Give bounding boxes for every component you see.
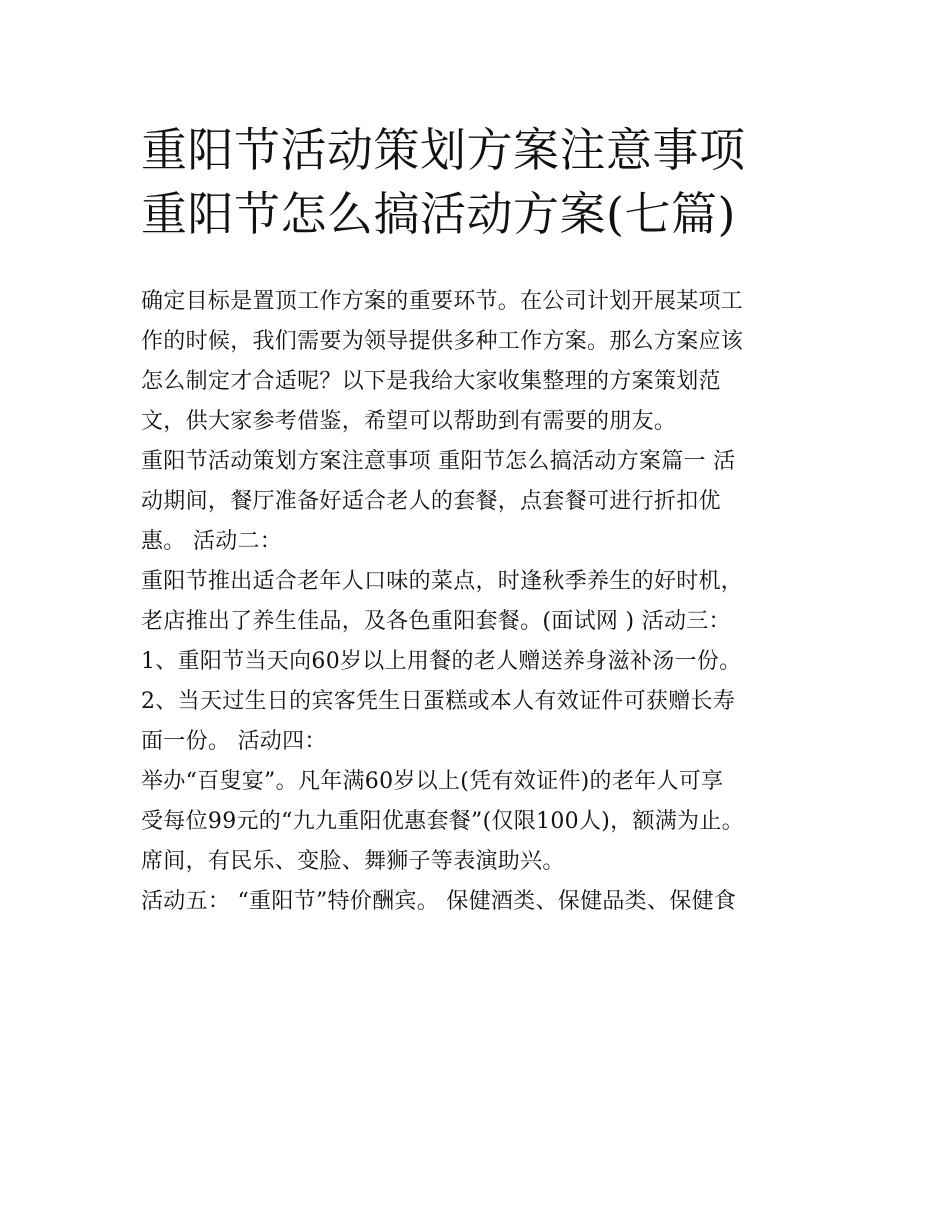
title-line: 重阳节怎么搞活动方案(七篇) — [141, 187, 736, 241]
paragraph-intro — [141, 282, 821, 442]
text-line: 受每位99元的“九九重阳优惠套餐”(仅限100人)，额满为止。 — [141, 809, 744, 834]
text-line: 席间，有民乐、变脸、舞狮子等表演助兴。 — [141, 849, 565, 874]
document-title — [141, 118, 841, 246]
text-line: 1、重阳节当天向60岁以上用餐的老人赠送养身滋补汤一份。 — [141, 649, 742, 674]
document-body — [141, 282, 821, 922]
title-line: 重阳节活动策划方案注意事项 — [141, 123, 746, 177]
text-line: 2、当天过生日的宾客凭生日蛋糕或本人有效证件可获赠长寿 — [141, 689, 736, 714]
paragraph-activity-one — [141, 442, 821, 562]
text-line: 重阳节活动策划方案注意事项 重阳节怎么搞活动方案篇一 活 — [141, 449, 736, 474]
text-line: 怎么制定才合适呢？以下是我给大家收集整理的方案策划范 — [141, 369, 721, 394]
text-line: 活动五： “重阳节”特价酬宾。 保健酒类、保健品类、保健食 — [141, 889, 737, 914]
text-line: 文，供大家参考借鉴，希望可以帮助到有需要的朋友。 — [141, 409, 677, 434]
text-line: 重阳节推出适合老年人口味的菜点，时逢秋季养生的好时机， — [141, 569, 744, 594]
paragraph-activity-four — [141, 762, 821, 882]
text-line: 面一份。 活动四： — [141, 729, 327, 754]
paragraph-item-one — [141, 642, 821, 682]
paragraph-activity-two — [141, 562, 821, 642]
text-line: 作的时候，我们需要为领导提供多种工作方案。那么方案应该 — [141, 329, 744, 354]
text-line: 老店推出了养生佳品，及各色重阳套餐。(面试网 ) 活动三： — [141, 609, 731, 634]
text-line: 惠。 活动二： — [141, 529, 283, 554]
text-line: 动期间，餐厅准备好适合老人的套餐，点套餐可进行折扣优 — [141, 489, 721, 514]
paragraph-item-two — [141, 682, 821, 762]
paragraph-activity-five — [141, 882, 821, 922]
text-line: 确定目标是置顶工作方案的重要环节。在公司计划开展某项工 — [141, 289, 744, 314]
text-line: 举办“百叟宴”。凡年满60岁以上(凭有效证件)的老年人可享 — [141, 769, 724, 794]
